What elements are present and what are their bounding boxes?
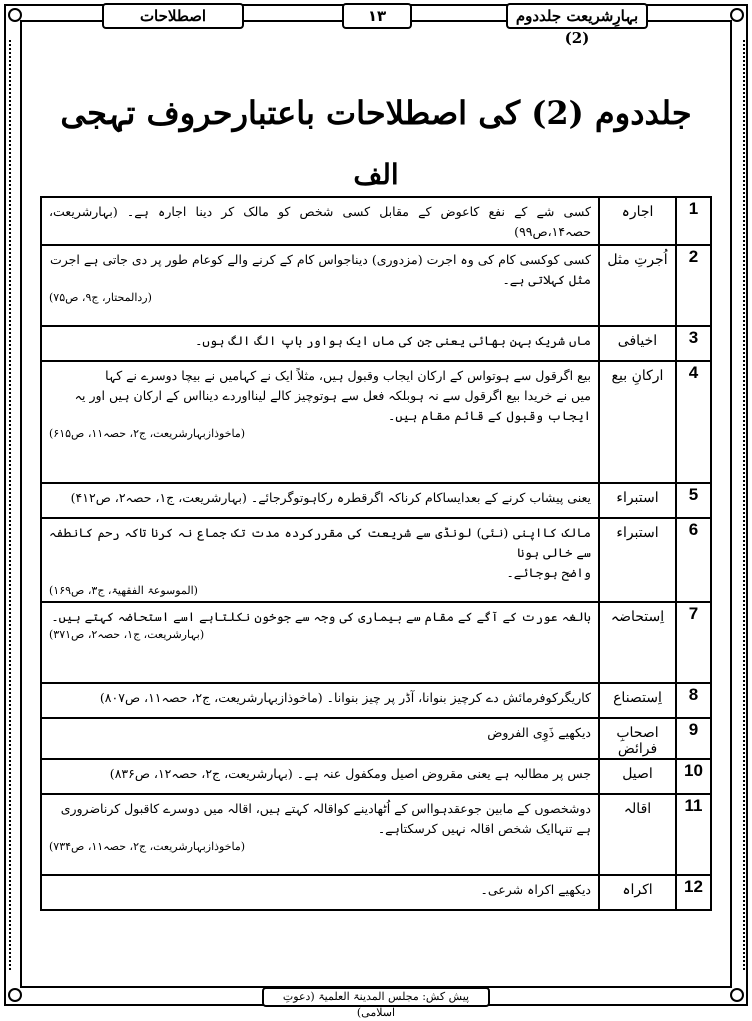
table-row xyxy=(41,245,711,326)
definition-cell xyxy=(41,794,599,875)
table-row xyxy=(41,197,711,245)
term-cell: اخیافی xyxy=(599,326,676,361)
header-book-label: بہارِشریعت جلددوم (2) xyxy=(506,3,648,29)
definition-line: مالک کااپنی (نئی) لونڈی سے شریعت کی مقررکردہ مدت تک جماع نہ کرنا تاکہ رحم کانطفہ سے خالی ہونا xyxy=(49,525,591,560)
entry-number: 12 xyxy=(676,875,711,910)
right-dotted-rule xyxy=(735,40,745,970)
term-cell: اقالہ xyxy=(599,794,676,875)
term-cell: اِستحاضہ xyxy=(599,602,676,683)
term-cell: استبراء xyxy=(599,518,676,602)
corner-ornament-top-left xyxy=(8,8,22,22)
table-row xyxy=(41,518,711,602)
term-cell: اُجرتِ مثل xyxy=(599,245,676,326)
entry-number: 8 xyxy=(676,683,711,718)
corner-ornament-bottom-left xyxy=(8,988,22,1002)
definition-reference: (ماخوذازبہارشریعت، ج۲، حصہ۱۱، ص۷۳۴) xyxy=(49,840,246,853)
definition-line: بالغہ عورت کے آگے کے مقام سے بیماری کی وجہ سے جوخون نکلتاہے اسے استحاضہ کہتے ہیں۔ xyxy=(51,609,591,624)
definition-cell xyxy=(41,602,599,683)
entry-number: 10 xyxy=(676,759,711,794)
term-cell: اصیل xyxy=(599,759,676,794)
page-title: جلددوم (2) کی اصطلاحات باعتبارحروف تہجی xyxy=(60,94,692,132)
definition-line: بیع اگرقول سے ہوتواس کے ارکان ایجاب وقبول ہیں، مثلاً ایک نے کہامیں نے بیچا دوسرے نے کہا xyxy=(105,368,591,383)
definition-line: دیکھیے اکراہ شرعی۔ xyxy=(480,882,591,897)
left-dotted-rule xyxy=(9,40,19,970)
table-row xyxy=(41,361,711,483)
definition-cell xyxy=(41,759,599,794)
definition-line: میں نے خریدا بیع اگرقول سے نہ ہوبلکہ فعل سے ہوتوچیز کالے لینااوردے دینااس کے ارکان ہیں اور یہ xyxy=(74,388,591,403)
entry-number: 5 xyxy=(676,483,711,518)
entry-number: 6 xyxy=(676,518,711,602)
definition-cell xyxy=(41,483,599,518)
table-row xyxy=(41,683,711,718)
table-row xyxy=(41,718,711,759)
entry-number: 4 xyxy=(676,361,711,483)
footer-publisher: پیش کش: مجلس المدینۃ العلمیۃ (دعوتِ اسلامی) xyxy=(262,987,490,1007)
definition-line: کسی کوکسی کام کی وہ اجرت (مزدوری) دیناجواس کام کے کرنے والے کوعام طور پر دی جاتی ہے اجرت xyxy=(50,252,591,267)
term-cell: اجارہ xyxy=(599,197,676,245)
definition-cell xyxy=(41,518,599,602)
definition-line: ایجاب وقبول کے قائم مقام ہیں۔ xyxy=(388,408,591,423)
entry-number: 11 xyxy=(676,794,711,875)
table-row xyxy=(41,794,711,875)
entry-number: 1 xyxy=(676,197,711,245)
header-page-number: ۱۳ xyxy=(342,3,412,29)
entry-number: 3 xyxy=(676,326,711,361)
definition-cell xyxy=(41,245,599,326)
definition-line: دیکھیے ذَوِی الفروض xyxy=(487,725,591,740)
terms-table xyxy=(40,196,712,911)
entry-number: 2 xyxy=(676,245,711,326)
term-cell: اکراہ xyxy=(599,875,676,910)
definition-reference: (بہارشریعت، ج۱، حصہ۲، ص۳۷۱) xyxy=(49,628,205,641)
section-heading: الف xyxy=(353,158,399,191)
table-row xyxy=(41,602,711,683)
definition-line: جس پر مطالبہ ہے یعنی مقروض اصیل ومکفول عنہ ہے۔ (بہارشریعت، ج۲، حصہ۱۲، ص۸۳۶) xyxy=(109,766,591,781)
definition-line: کسی شے کے نفع کاعوض کے مقابل کسی شخص کو مالک کر دینا اجارہ ہے۔ (بہارشریعت، حصہ۱۴،ص۹۹) xyxy=(49,204,591,239)
term-cell: استبراء xyxy=(599,483,676,518)
definition-line: یعنی پیشاب کرنے کے بعدایساکام کرناکہ اگرقطرہ رکاہوتوگرجائے۔ (بہارشریعت، ج۱، حصہ۲، ص۴۱۲) xyxy=(70,490,591,505)
definition-cell xyxy=(41,875,599,910)
definition-cell xyxy=(41,683,599,718)
table-row xyxy=(41,326,711,361)
entry-number: 7 xyxy=(676,602,711,683)
terms-table-body xyxy=(41,197,711,910)
table-row xyxy=(41,759,711,794)
definition-cell xyxy=(41,197,599,245)
definition-line: ہے تنہاایک شخص اقالہ نہیں کرسکتاہے۔ xyxy=(377,821,591,836)
definition-cell xyxy=(41,326,599,361)
corner-ornament-top-right xyxy=(730,8,744,22)
corner-ornament-bottom-right xyxy=(730,988,744,1002)
term-cell: اصحابِ فرائض xyxy=(599,718,676,759)
definition-cell xyxy=(41,718,599,759)
table-row xyxy=(41,875,711,910)
definition-line: کاریگرکوفرمائش دے کرچیز بنوانا، آڈر پر چیز بنوانا۔ (ماخوذازبہارشریعت، ج۲، حصہ۱۱، ص۸۰۷) xyxy=(99,690,591,705)
definition-reference: (الموسوعۃ الفقھیۃ، ج۳، ص۱۶۹) xyxy=(49,584,198,597)
definition-line: ماں شریک بہن بھائی یعنی جن کی ماں ایک ہواور باپ الگ الگ ہوں۔ xyxy=(195,333,591,348)
definition-line: واضح ہوجائے۔ xyxy=(506,565,591,580)
table-row xyxy=(41,483,711,518)
definition-line: مثل کہلاتی ہے۔ xyxy=(502,272,591,287)
definition-reference: (ردالمحتار، ج۹، ص۷۵) xyxy=(49,291,152,304)
definition-cell xyxy=(41,361,599,483)
term-cell: اِستصناع xyxy=(599,683,676,718)
term-cell: ارکانِ بیع xyxy=(599,361,676,483)
header-section-label: اصطلاحات xyxy=(102,3,244,29)
entry-number: 9 xyxy=(676,718,711,759)
definition-line: دوشخصوں کے مابین جوعقدہوااس کے اُٹھادینے کواقالہ کہتے ہیں، اقالہ میں دوسرے کاقبول کرناضروری xyxy=(60,801,591,816)
definition-reference: (ماخوذازبہارشریعت، ج۲، حصہ۱۱، ص۶۱۵) xyxy=(49,427,246,440)
